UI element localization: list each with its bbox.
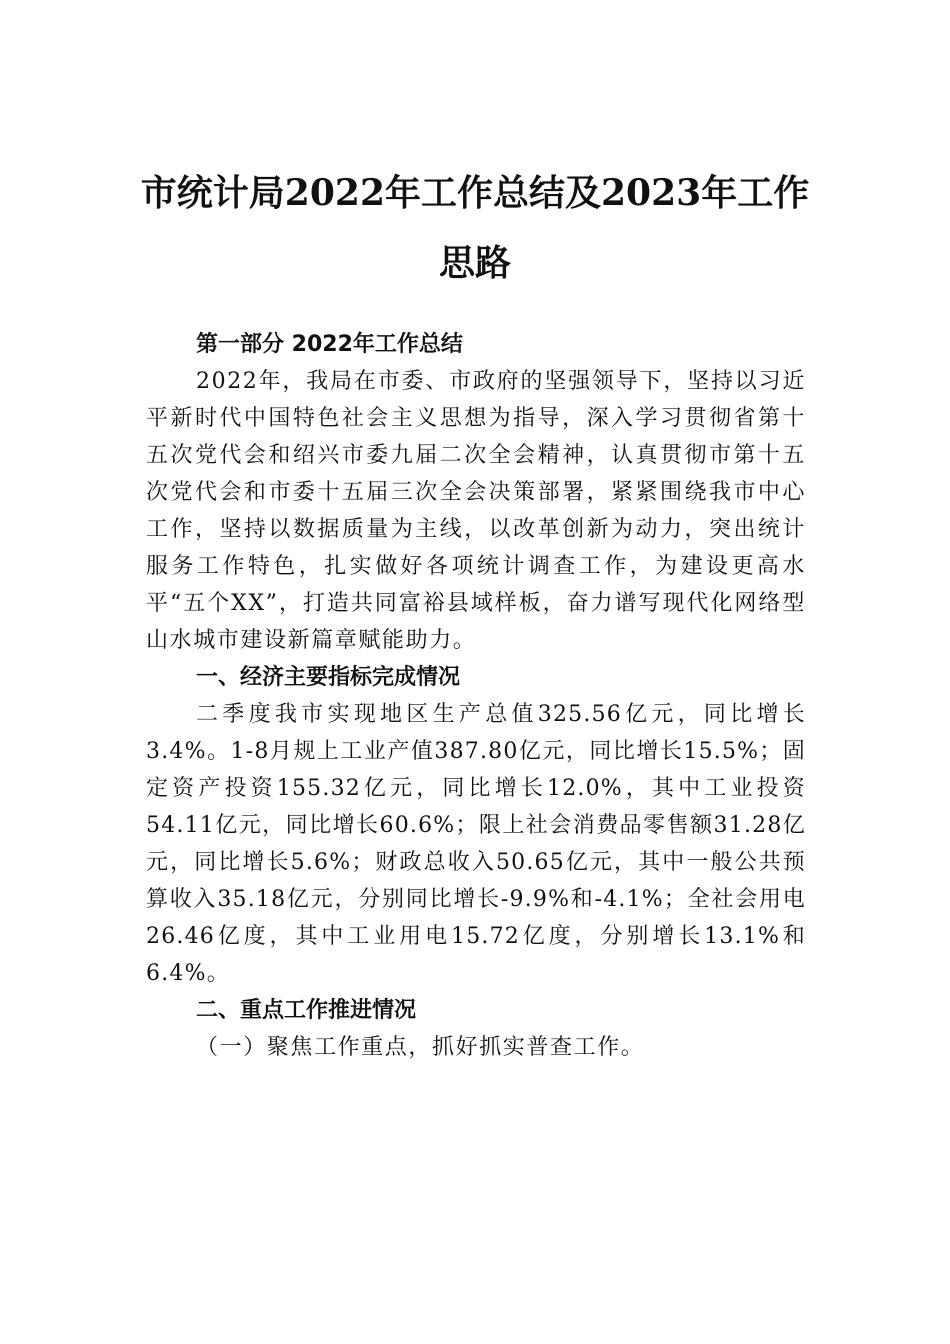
part1-heading: 第一部分 2022年工作总结 [196,332,463,357]
document-body [146,326,806,1066]
intro-paragraph: 2022年，我局在市委、市政府的坚强领导下，坚持以习近平新时代中国特色社会主义思想为指导，深入学习贯彻省第十五次党代会和绍兴市委九届二次全会精神，认真贯彻市第十五次党代会和市委十五届三次全会决策部署，紧紧围绕我市中心工作，坚持以数据质量为主线，以改革创新为动力，突出统计服务工作特色，扎实做好各项统计调查工作，为建设更高水平“五个XX”，打造共同富裕县域样板，奋力谱写现代化网络型山水城市建设新篇章赋能助力。 [146,369,806,653]
document-title: 市统计局2022年工作总结及2023年工作思路 [140,172,810,284]
subsection1-paragraph: （一）聚焦工作重点，抓好抓实普查工作。 [196,1035,645,1060]
section1-heading: 一、经济主要指标完成情况 [196,665,461,690]
section1-paragraph: 二季度我市实现地区生产总值325.56亿元，同比增长3.4%。1-8月规上工业产值387.80亿元，同比增长15.5%；固定资产投资155.32亿元，同比增长12.0%，其中工业投资54.11亿元，同比增长60.6%；限上社会消费品零售额31.28亿元，同比增长5.6%；财政总收入50.65亿元，其中一般公共预算收入35.18亿元，分别同比增长-9.9%和-4.1%；全社会用电26.46亿度，其中工业用电15.72亿度，分别增长13.1%和6.4%。 [146,702,806,986]
section2-heading: 二、重点工作推进情况 [196,998,417,1023]
